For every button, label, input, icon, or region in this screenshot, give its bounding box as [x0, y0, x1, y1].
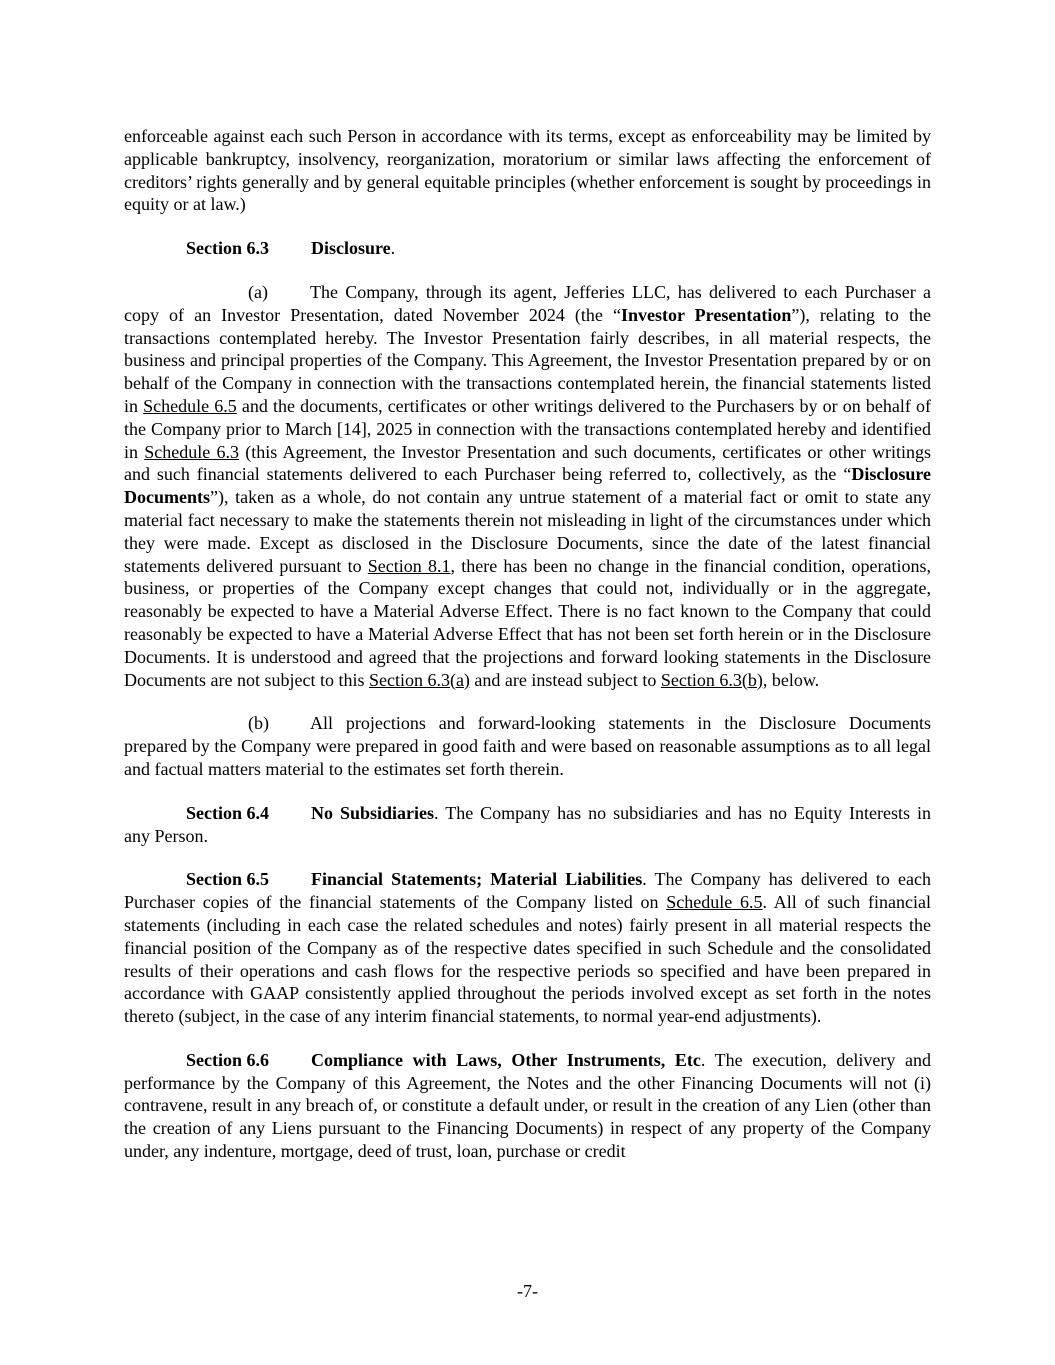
section-6-6-number: Section 6.6	[186, 1049, 269, 1070]
section-6-5-number: Section 6.5	[186, 869, 269, 890]
section-6-3-a-paragraph: (a) The Company, through its agent, Jefferies LLC, has delivered to each Purchaser a copy of an Investor Presentation, dated November 2024 (the “Investor Presentation”), relating to the transactions contemplated hereby. The Investor Presentation fairly describes, in all material respects, the business and principal properties of the Company. This Agreement, the Investor Presentation prepared by or on behalf of the Company in connection with the transactions contemplated herein, the financial statements listed in Schedule 6.5 and the documents, certificates or other writings delivered to the Purchasers by or on behalf of the Company prior to March [14], 2025 in connection with the transactions contemplated hereby and identified in Schedule 6.3 (this Agreement, the Investor Presentation and such documents, certificates or other writings and such financial statements delivered to each Purchaser being referred to, collectively, as the “Disclosure Documents”), taken as a whole, do not contain any untrue statement of a material fact or omit to state any material fact necessary to make the statements therein not misleading in light of the circumstances under which they were made. Except as disclosed in the Disclosure Documents, since the date of the latest financial statements delivered pursuant to Section 8.1, there has been no change in the financial condition, operations, business, or properties of the Company except changes that could not, individually or in the aggregate, reasonably be expected to have a Material Adverse Effect. There is no fact known to the Company that could reasonably be expected to have a Material Adverse Effect that has not been set forth herein or in the Disclosure Documents. It is understood and agreed that the projections and forward looking statements in the Disclosure Documents are not subject to this Section 6.3(a) and are instead subject to Section 6.3(b), below.	[124, 281, 932, 690]
section-6-6-paragraph: Section 6.6 Compliance with Laws, Other Instruments, Etc. The execution, delivery and performance by the Company of this Agreement, the Notes and the other Financing Documents will not (i) contravene, result in any breach of, or constitute a default under, or result in the creation of any Lien (other than the creation of any Liens pursuant to the Financing Documents) in respect of any property of the Company under, any indenture, mortgage, deed of trust, loan, purchase or credit	[124, 1049, 932, 1162]
section-6-4-number: Section 6.4	[186, 802, 269, 823]
section-6-4-title: No Subsidiaries	[311, 802, 435, 823]
section-6-6-title: Compliance with Laws, Other Instruments, Etc	[311, 1049, 701, 1070]
ref-section-8-1: Section 8.1	[367, 555, 451, 576]
section-6-4-paragraph: Section 6.4 No Subsidiaries. The Company has no subsidiaries and has no Equity Interests in any Person.	[124, 802, 931, 846]
document-page	[124, 125, 931, 1163]
section-6-3-b-paragraph: (b) All projections and forward-looking statements in the Disclosure Documents prepared by the Company were prepared in good faith and were based on reasonable assumptions as to all legal and factual matters material to the estimates set forth therein.	[124, 713, 931, 779]
section-6-3-heading: Section 6.3 Disclosure.	[186, 238, 396, 259]
clause-a-label: (a)	[248, 281, 268, 302]
section-6-3-number: Section 6.3	[186, 238, 269, 259]
ref-section-6-3-b: Section 6.3(b)	[660, 669, 763, 690]
section-6-5-title: Financial Statements; Material Liabilities	[311, 869, 643, 890]
intro-paragraph: enforceable against each such Person in accordance with its terms, except as enforceability may be limited by applicable bankruptcy, insolvency, reorganization, moratorium or similar laws affecting the enforcement of creditors’ rights generally and by general equitable principles (whether enforcement is sought by proceedings in equity or at law.)	[124, 126, 931, 215]
page-number: -7-	[517, 1281, 538, 1301]
clause-b-label: (b)	[248, 713, 269, 734]
defined-term-investor-presentation: Investor Presentation	[620, 304, 792, 325]
section-6-3-title: Disclosure	[311, 238, 391, 259]
section-6-5-paragraph: Section 6.5 Financial Statements; Material Liabilities. The Company has delivered to each Purchaser copies of the financial statements of the Company listed on Schedule 6.5. All of such financial statements (including in each case the related schedules and notes) fairly present in all material respects the financial position of the Company as of the respective dates specified in such Schedule and the consolidated results of their operations and cash flows for the respective periods so specified and have been prepared in accordance with GAAP consistently applied throughout the periods involved except as set forth in the notes thereto (subject, in the case of any interim financial statements, to normal year-end adjustments).	[124, 869, 931, 1027]
ref-schedule-6-5: Schedule 6.5	[143, 395, 237, 416]
ref-schedule-6-3: Schedule 6.3	[144, 441, 240, 462]
defined-term-disclosure-documents: Disclosure Documents	[124, 464, 931, 508]
ref-schedule-6-5: Schedule 6.5	[666, 892, 763, 913]
ref-section-6-3-a: Section 6.3(a)	[368, 669, 470, 690]
